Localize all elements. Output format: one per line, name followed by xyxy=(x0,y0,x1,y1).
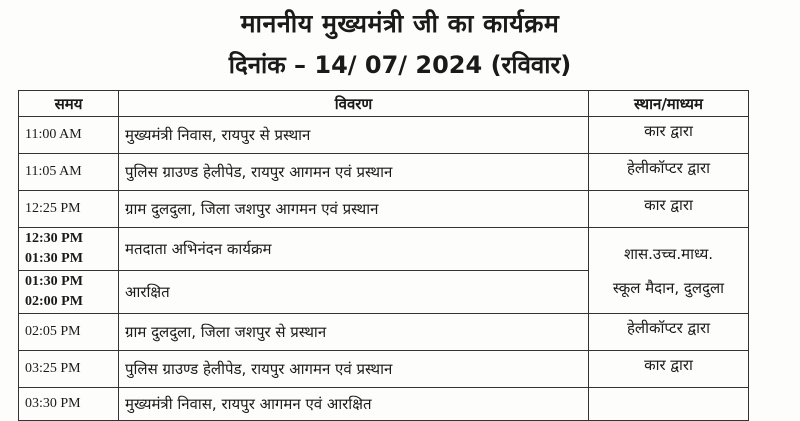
schedule-table xyxy=(18,90,749,421)
time-start: 01:30 PM xyxy=(25,274,83,289)
row-time: 12:25 PM xyxy=(19,191,119,228)
row-place: हेलीकॉप्टर द्वारा xyxy=(589,154,749,191)
row-time-range xyxy=(19,228,119,271)
table-row xyxy=(19,228,749,271)
document-title: माननीय मुख्यमंत्री जी का कार्यक्रम xyxy=(240,9,560,38)
column-header-time: समय xyxy=(19,91,119,117)
table-header-row xyxy=(19,91,749,117)
row-place: कार द्वारा xyxy=(589,117,749,154)
row-place: कार द्वारा xyxy=(589,351,749,388)
column-header-place: स्थान/माध्यम xyxy=(589,91,749,117)
table-row xyxy=(19,388,749,421)
row-description: आरक्षित xyxy=(119,271,589,314)
row-time: 03:25 PM xyxy=(19,351,119,388)
row-description: पुलिस ग्राउण्ड हेलीपेड, रायपुर आगमन एवं प्रस्थान xyxy=(119,154,589,191)
row-description: पुलिस ग्राउण्ड हेलीपेड, रायपुर आगमन एवं प्रस्थान xyxy=(119,351,589,388)
time-start: 12:30 PM xyxy=(25,231,83,246)
row-place: हेलीकॉप्टर द्वारा xyxy=(589,314,749,351)
table-row xyxy=(19,191,749,228)
row-description: ग्राम दुलदुला, जिला जशपुर आगमन एवं प्रस्थान xyxy=(119,191,589,228)
row-description: मुख्यमंत्री निवास, रायपुर आगमन एवं आरक्षित xyxy=(119,388,589,421)
merged-place-cell xyxy=(589,228,749,314)
merged-place-line1: शास.उच्च.माध्य. xyxy=(623,244,714,263)
row-time: 11:00 AM xyxy=(19,117,119,154)
row-place xyxy=(589,388,749,421)
table-row xyxy=(19,351,749,388)
column-header-description: विवरण xyxy=(119,91,589,117)
row-time: 03:30 PM xyxy=(19,388,119,421)
time-end: 01:30 PM xyxy=(25,251,83,266)
row-time-range xyxy=(19,271,119,314)
merged-place-line2: स्कूल मैदान, दुलदुला xyxy=(612,278,725,297)
row-time: 11:05 AM xyxy=(19,154,119,191)
row-place: कार द्वारा xyxy=(589,191,749,228)
row-description: मुख्यमंत्री निवास, रायपुर से प्रस्थान xyxy=(119,117,589,154)
table-row xyxy=(19,154,749,191)
table-row xyxy=(19,117,749,154)
table-row xyxy=(19,314,749,351)
row-description: ग्राम दुलदुला, जिला जशपुर से प्रस्थान xyxy=(119,314,589,351)
time-end: 02:00 PM xyxy=(25,294,83,309)
row-description: मतदाता अभिनंदन कार्यक्रम xyxy=(119,228,589,271)
row-time: 02:05 PM xyxy=(19,314,119,351)
document-date: दिनांक – 14/ 07/ 2024 (रविवार) xyxy=(228,51,572,79)
